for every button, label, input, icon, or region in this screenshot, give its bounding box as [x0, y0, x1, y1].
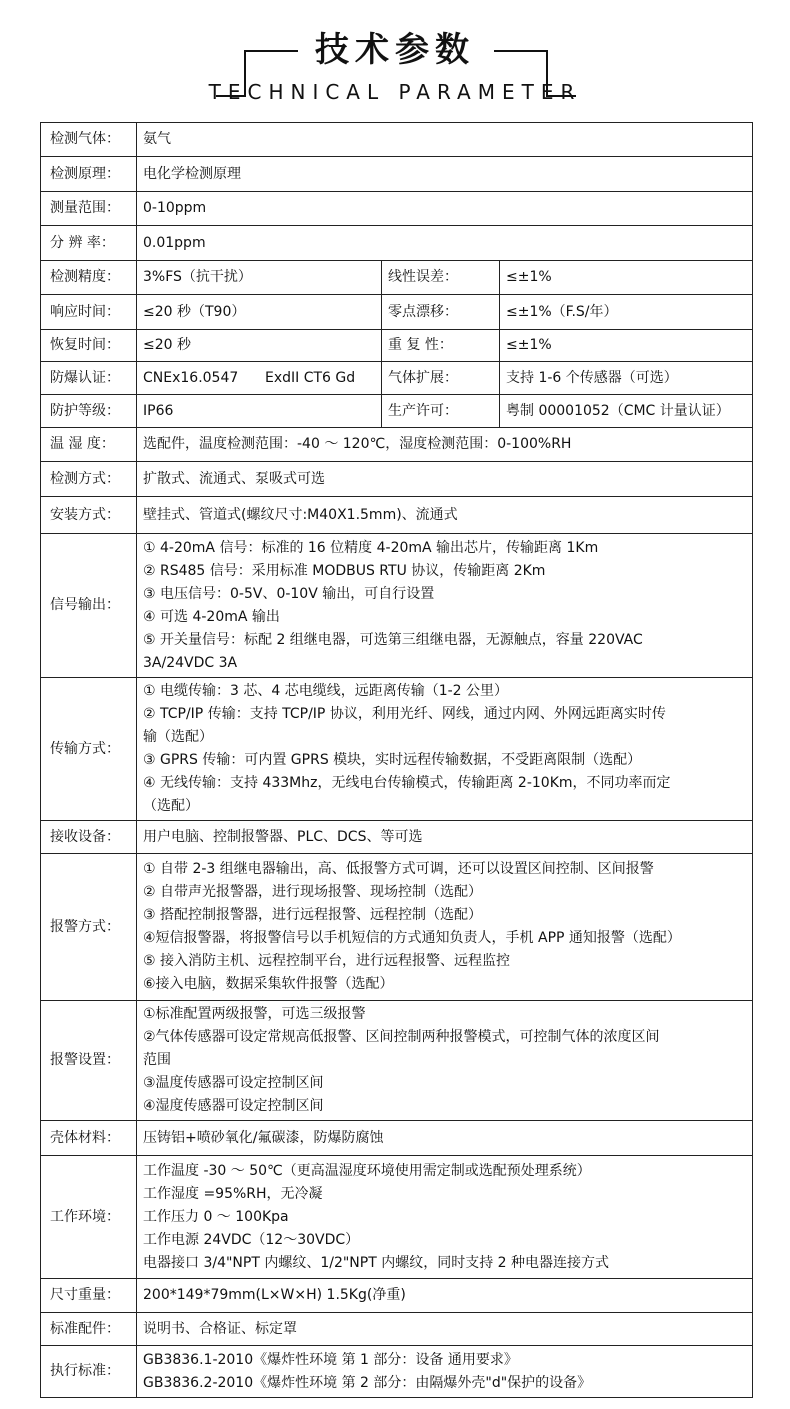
spec-label: 标准配件：	[41, 1313, 137, 1346]
spec-line: 工作湿度 =95%RH，无冷凝	[143, 1185, 323, 1202]
spec-label: 测量范围：	[41, 192, 137, 226]
spec-value: 扩散式、流通式、泵吸式可选	[137, 462, 753, 497]
spec-line: ⑥接入电脑，数据采集软件报警（选配）	[143, 976, 394, 992]
spec-value: CNEx16.0547 ExdII CT6 Gd	[137, 362, 382, 395]
spec-row-temp-humidity	[41, 428, 753, 462]
page-title: 技术参数	[315, 30, 475, 70]
spec-label: 防护等级：	[41, 395, 137, 428]
spec-value-list	[137, 854, 753, 1001]
spec-label: 尺寸重量：	[41, 1279, 137, 1313]
spec-row-accessories	[41, 1313, 753, 1346]
spec-value-list	[137, 678, 753, 821]
spec-label-2: 零点漂移：	[382, 295, 500, 330]
spec-value-2: ≤±1%	[500, 261, 753, 295]
spec-line: ⑤ 开关量信号：标配 2 组继电器，可选第三组继电器，无源触点，容量 220VAC	[143, 631, 643, 648]
spec-line: ② RS485 信号：采用标准 MODBUS RTU 协议，传输距离 2Km	[143, 562, 546, 579]
spec-label: 检测原理：	[41, 157, 137, 192]
spec-line: ② TCP/IP 传输：支持 TCP/IP 协议，利用光纤、网线，通过内网、外网远距离实时传	[143, 706, 666, 722]
spec-line: ② 自带声光报警器，进行现场报警、现场控制（选配）	[143, 884, 482, 900]
spec-label: 报警方式：	[41, 854, 137, 1001]
spec-line: 工作电源 24VDC（12～30VDC）	[143, 1231, 360, 1248]
spec-line: （选配）	[143, 798, 199, 814]
spec-row-installation	[41, 497, 753, 534]
spec-line: ① 4-20mA 信号：标准的 16 位精度 4-20mA 输出芯片，传输距离 1Km	[143, 539, 599, 556]
spec-label: 检测气体：	[41, 123, 137, 157]
spec-value: 用户电脑、控制报警器、PLC、DCS、等可选	[137, 821, 753, 854]
spec-value-2: 粤制 00001052（CMC 计量认证）	[500, 395, 753, 428]
spec-line: ②气体传感器可设定常规高低报警、区间控制两种报警模式，可控制气体的浓度区间	[143, 1029, 660, 1045]
page-subtitle: TECHNICAL PARAMETER	[208, 80, 582, 104]
spec-label: 分 辨 率：	[41, 226, 137, 261]
spec-value: 0.01ppm	[137, 226, 753, 261]
spec-label: 防爆认证：	[41, 362, 137, 395]
spec-row-transmission	[41, 678, 753, 821]
spec-value-list	[137, 534, 753, 678]
spec-value: 200*149*79mm(L×W×H) 1.5Kg(净重)	[137, 1279, 753, 1313]
spec-value-2: ≤±1%	[500, 330, 753, 362]
spec-label: 恢复时间：	[41, 330, 137, 362]
spec-label-2: 气体扩展：	[382, 362, 500, 395]
spec-row-signal-output	[41, 534, 753, 678]
spec-label: 检测精度：	[41, 261, 137, 295]
spec-row-detection-mode	[41, 462, 753, 497]
spec-label-2: 生产许可：	[382, 395, 500, 428]
spec-row-size-weight	[41, 1279, 753, 1313]
spec-value-2: 支持 1-6 个传感器（可选）	[500, 362, 753, 395]
spec-label: 报警设置：	[41, 1001, 137, 1121]
spec-value: 选配件，温度检测范围：-40 ～ 120℃，湿度检测范围：0-100%RH	[137, 428, 753, 462]
spec-line: ③ 电压信号：0-5V、0-10V 输出，可自行设置	[143, 585, 435, 602]
spec-line: 范围	[143, 1052, 171, 1068]
spec-line: ③ GPRS 传输：可内置 GPRS 模块，实时远程传输数据，不受距离限制（选配）	[143, 752, 642, 768]
spec-label: 温 湿 度：	[41, 428, 137, 462]
spec-line: ④湿度传感器可设定控制区间	[143, 1098, 324, 1114]
spec-row-protection	[41, 395, 753, 428]
spec-value: 3%FS（抗干扰）	[137, 261, 382, 295]
spec-label: 执行标准：	[41, 1346, 137, 1398]
header	[0, 0, 790, 120]
spec-value: 壁挂式、管道式(螺纹尺寸:M40X1.5mm)、流通式	[137, 497, 753, 534]
spec-value: ≤20 秒（T90）	[137, 295, 382, 330]
spec-label: 响应时间：	[41, 295, 137, 330]
spec-label: 信号输出：	[41, 534, 137, 678]
spec-value: 0-10ppm	[137, 192, 753, 226]
spec-label: 工作环境：	[41, 1156, 137, 1279]
spec-line: ① 电缆传输：3 芯、4 芯电缆线，远距离传输（1-2 公里）	[143, 683, 509, 699]
spec-row-environment	[41, 1156, 753, 1279]
spec-label: 检测方式：	[41, 462, 137, 497]
spec-value: 氨气	[137, 123, 753, 157]
spec-row-gas	[41, 123, 753, 157]
spec-line: 3A/24VDC 3A	[143, 654, 238, 671]
spec-row-resolution	[41, 226, 753, 261]
spec-value: 电化学检测原理	[137, 157, 753, 192]
spec-row-response	[41, 295, 753, 330]
spec-label-2: 重 复 性：	[382, 330, 500, 362]
spec-label: 安装方式：	[41, 497, 137, 534]
spec-line: 电器接口 3/4"NPT 内螺纹、1/2"NPT 内螺纹，同时支持 2 种电器连接方式	[143, 1254, 610, 1271]
spec-line: ③ 搭配控制报警器，进行远程报警、远程控制（选配）	[143, 907, 482, 923]
title-right-rule	[494, 50, 548, 52]
spec-row-recovery	[41, 330, 753, 362]
spec-value-list	[137, 1156, 753, 1279]
spec-row-explosion-proof	[41, 362, 753, 395]
spec-line: ④ 可选 4-20mA 输出	[143, 608, 280, 625]
title-left-rule	[244, 50, 298, 52]
spec-row-housing	[41, 1121, 753, 1156]
spec-line: 工作压力 0 ～ 100Kpa	[143, 1208, 289, 1225]
spec-table	[40, 122, 753, 1398]
spec-line: ① 自带 2-3 组继电器输出，高、低报警方式可调，还可以设置区间控制、区间报警	[143, 861, 654, 877]
spec-line: GB3836.2-2010《爆炸性环境 第 2 部分：由隔爆外壳"d"保护的设备》	[143, 1374, 592, 1391]
spec-row-principle	[41, 157, 753, 192]
spec-row-alarm-mode	[41, 854, 753, 1001]
spec-line: 输（选配）	[143, 729, 213, 745]
spec-line: ④ 无线传输：支持 433Mhz，无线电台传输模式，传输距离 2-10Km，不同功率而定	[143, 775, 671, 791]
spec-label-2: 线性误差：	[382, 261, 500, 295]
spec-label: 接收设备：	[41, 821, 137, 854]
spec-label: 壳体材料：	[41, 1121, 137, 1156]
spec-value-list	[137, 1001, 753, 1121]
spec-value: 说明书、合格证、标定罩	[137, 1313, 753, 1346]
spec-row-receiver	[41, 821, 753, 854]
spec-value-2: ≤±1%（F.S/年）	[500, 295, 753, 330]
spec-line: ④短信报警器，将报警信号以手机短信的方式通知负责人，手机 APP 通知报警（选配）	[143, 930, 681, 946]
spec-value: ≤20 秒	[137, 330, 382, 362]
spec-row-standards	[41, 1346, 753, 1398]
spec-line: ①标准配置两级报警，可选三级报警	[143, 1006, 366, 1022]
spec-row-accuracy	[41, 261, 753, 295]
spec-value-list	[137, 1346, 753, 1398]
spec-label: 传输方式：	[41, 678, 137, 821]
spec-value: 压铸铝+喷砂氧化/氟碳漆，防爆防腐蚀	[137, 1121, 753, 1156]
spec-row-alarm-settings	[41, 1001, 753, 1121]
spec-line: GB3836.1-2010《爆炸性环境 第 1 部分：设备 通用要求》	[143, 1351, 518, 1368]
spec-line: ③温度传感器可设定控制区间	[143, 1075, 324, 1091]
spec-line: 工作温度 -30 ～ 50℃（更高温湿度环境使用需定制或选配预处理系统）	[143, 1162, 591, 1179]
spec-row-range	[41, 192, 753, 226]
spec-line: ⑤ 接入消防主机、远程控制平台，进行远程报警、远程监控	[143, 953, 510, 969]
spec-value: IP66	[137, 395, 382, 428]
